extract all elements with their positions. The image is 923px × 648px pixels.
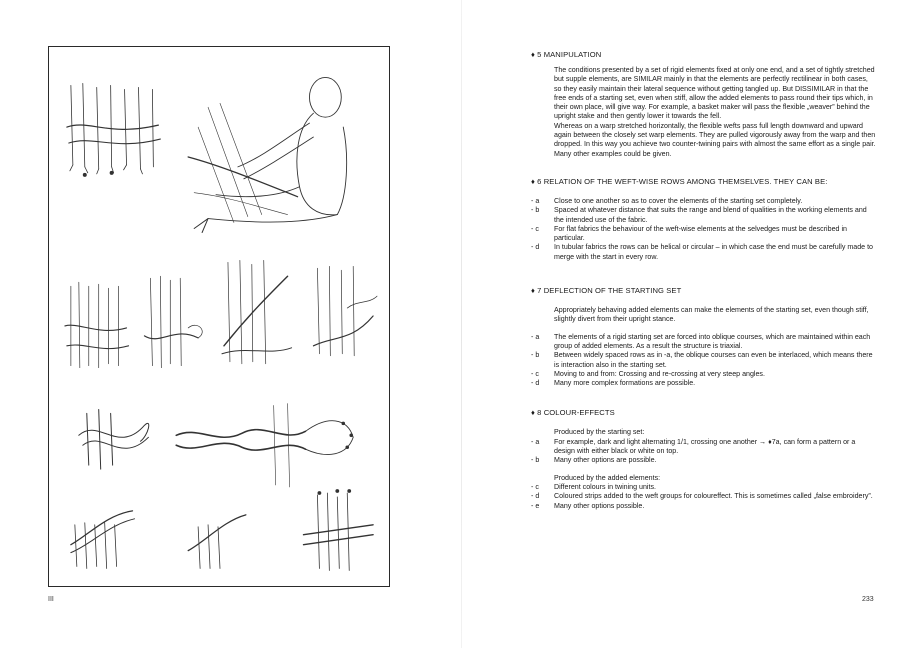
item-list — [531, 482, 877, 511]
section-heading: ♦ 5 MANIPULATION — [531, 50, 602, 59]
section-8-colour-effects — [531, 408, 877, 510]
section-5-manipulation — [531, 50, 877, 159]
page-number-right: 233 — [862, 596, 874, 603]
list-item: - b Spaced at whatever distance that suits the range and blend of qualities in the working elements and the intended use of the fabric. — [531, 206, 867, 224]
group-title: Produced by the added elements: — [554, 473, 661, 482]
section-heading: ♦ 6 RELATION OF THE WEFT-WISE ROWS AMONG THEMSELVES. THEY CAN BE: — [531, 176, 828, 186]
page-gutter — [461, 0, 462, 648]
paragraph: Whereas on a warp stretched horizontally, the flexible wefts pass full length downward and upward again between the closely set warp elements. They are pulled vigorously away from the warp and then dropped. In this way you achieve two counter-twining pairs with almost the same effort as a single pair. — [554, 121, 876, 149]
sketch-stakes-top-left — [67, 83, 160, 176]
section-7-deflection — [531, 286, 877, 388]
page-number-left: III — [48, 596, 54, 603]
section-heading: ♦ 7 DEFLECTION OF THE STARTING SET — [531, 286, 682, 296]
list-item: - e Many other options possible. — [531, 501, 645, 510]
section-6-weft-rows — [531, 177, 877, 262]
sketch-row-twisted-strands — [79, 403, 353, 487]
sketch-plate — [48, 46, 390, 587]
list-item: - c Moving to and from: Crossing and re-crossing at very steep angles. — [531, 369, 765, 378]
group-title: Produced by the starting set: — [554, 428, 645, 437]
list-item: - c Different colours in twining units. — [531, 482, 656, 491]
item-list — [531, 332, 877, 389]
list-item: - a For example, dark and light alternating 1/1, crossing one another → ♦7a, can form a pattern or a design with either black or white on top. — [531, 437, 856, 456]
list-item: - d Many more complex formations are possible. — [531, 379, 696, 388]
list-item: - d Coloured strips added to the weft groups for coloureffect. This is sometimes called „false embroidery”. — [531, 492, 873, 501]
list-item: - b Many other options are possible. — [531, 456, 657, 465]
paragraph: The conditions presented by a set of rigid elements fixed at only one end, and a set of tightly stretched but supple elements, are SIMILAR mainly in that the elements are perfectly rectilinear in both cases, so they easily maintain their lateral sequence without getting tangled up. But DISSIMILAR in that the free ends of a starting set, even when stiff, allow the added elements to pass round their tips which, in their own place, will give way. For example, a basket maker will pass the flexible „weaver” behind the upright stake and then gently lower it towards the fell. — [554, 66, 875, 121]
paragraph: Many other examples could be given. — [554, 149, 672, 158]
section-heading: ♦ 8 COLOUR-EFFECTS — [531, 408, 615, 418]
list-item: - c For flat fabrics the behaviour of the weft-wise elements at the selvedges must be described in particular. — [531, 224, 847, 243]
item-list — [531, 437, 877, 466]
item-list — [531, 196, 877, 262]
text-column — [531, 50, 877, 511]
sketch-row-bottom — [71, 489, 373, 570]
sketch-row-twining — [65, 260, 377, 367]
section-intro: Appropriately behaving added elements can make the elements of the starting set, even though stiff, slightly divert from their upright stance. — [554, 306, 869, 324]
sketch-seated-weaver — [188, 77, 346, 232]
pencil-sketches-illustration — [49, 47, 389, 586]
list-item: - b Between widely spaced rows as in -a, the oblique courses can even be interlaced, which means there is interaction also in the starting set. — [531, 351, 873, 369]
section-body — [554, 66, 877, 159]
list-item: - a The elements of a rigid starting set are forced into oblique courses, which are maintained within each group of added elements. As a result the structure is triaxial. — [531, 332, 871, 350]
list-item: - d In tubular fabrics the rows can be helical or circular – in which case the end must be carefully made to merge with the start in every row. — [531, 243, 873, 261]
list-item: - a Close to one another so as to cover the elements of the starting set completely. — [531, 196, 803, 205]
